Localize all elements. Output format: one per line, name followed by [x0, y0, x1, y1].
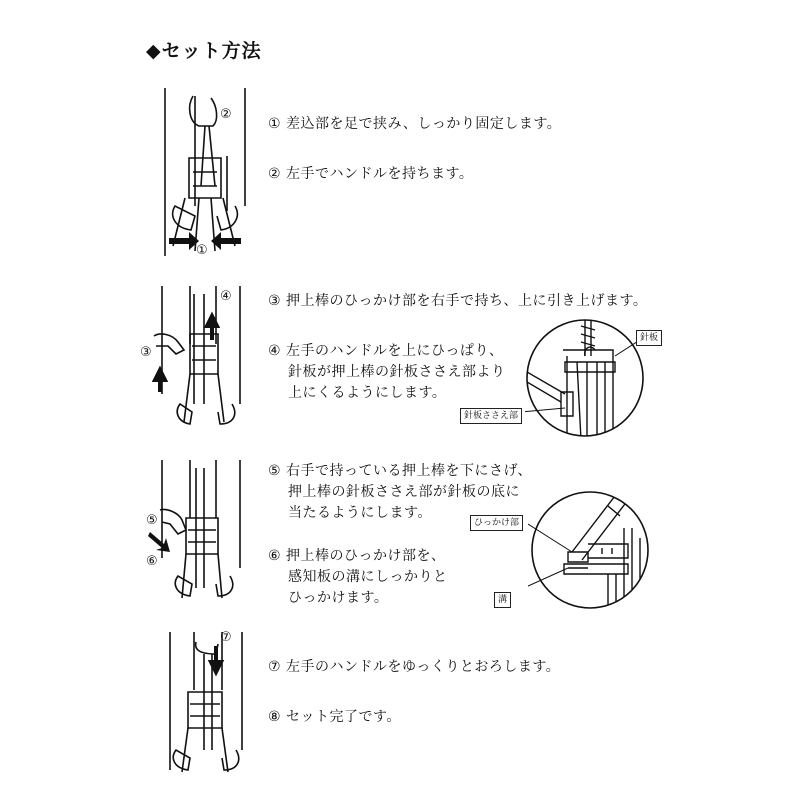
callout-hook: ひっかけ部 — [470, 515, 523, 531]
step-4-line-2: 針板が押上棒の針板ささえ部より — [288, 364, 506, 380]
step-7-line-1: ⑦ 左手のハンドルをゆっくりとおろします。 — [268, 659, 561, 675]
step-5-line-3: 当たるようにします。 — [288, 505, 432, 521]
step-6-line-3: ひっかけます。 — [288, 590, 389, 606]
figure-1-marker-top: ② — [220, 107, 233, 122]
page-title: ◆セット方法 — [146, 40, 262, 62]
figure-3-marker-bottom: ⑥ — [146, 554, 159, 569]
step-4-line-3: 上にくるようにします。 — [288, 385, 447, 401]
step-8-line-1: ⑧ セット完了です。 — [268, 709, 401, 725]
figure-step-7-8 — [160, 630, 250, 780]
step-6-line-1: ⑥ 押上棒のひっかけ部を、 — [268, 548, 446, 564]
step-5-line-2: 押上棒の針板ささえ部が針板の底に — [288, 484, 520, 500]
figure-3-marker-top: ⑤ — [146, 513, 159, 528]
step-6-line-2: 感知板の溝にしっかりと — [288, 569, 448, 585]
step-5-line-1: ⑤ 右手で持っている押上棒を下にさげ、 — [268, 463, 532, 479]
figure-2-marker-right: ④ — [220, 289, 233, 304]
figure-step-5-6 — [146, 458, 246, 608]
figure-step-1-2 — [155, 86, 255, 262]
detail-hook-groove-diagram — [528, 488, 652, 612]
step-2-line-1: ② 左手でハンドルを持ちます。 — [268, 166, 474, 182]
callout-needle-plate: 針板 — [636, 330, 662, 346]
figure-1-marker-bottom: ① — [196, 243, 209, 258]
callout-groove: 溝 — [494, 592, 511, 608]
figure-2-marker-left: ③ — [140, 345, 153, 360]
step-3-line-1: ③ 押上棒のひっかけ部を右手で持ち、上に引き上げます。 — [268, 293, 648, 309]
detail-needle-plate-diagram — [525, 316, 645, 440]
step-4-line-1: ④ 左手のハンドルを上にひっぱり、 — [268, 343, 504, 359]
callout-needle-plate-support: 針板ささえ部 — [460, 408, 522, 424]
step-1-line-1: ① 差込部を足で挟み、しっかり固定します。 — [268, 116, 562, 132]
figure-4-marker-right: ⑦ — [220, 630, 233, 645]
